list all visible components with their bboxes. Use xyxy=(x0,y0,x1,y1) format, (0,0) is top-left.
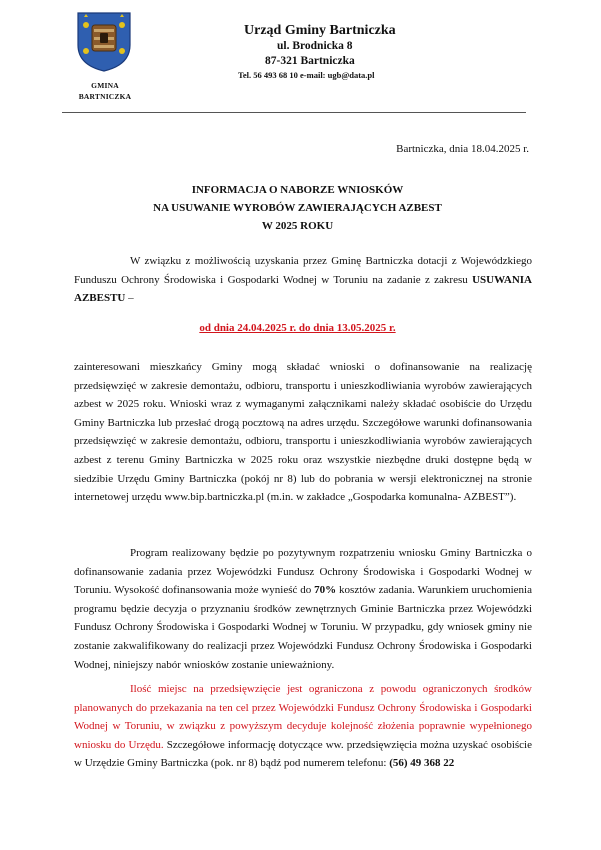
program-text-after: kosztów zadania. Warunkiem uruchomienia programu będzie decyzja o przyznaniu środków zewnętrznych Gminie Bartniczka przez Wojewódzki Fundusz Ochrony Środowiska i Gospodarki Wodnej w Toruniu. W przypadku, gdy wniosek gminy nie zostanie zakwalifikowany do realizacji przez Wojewódzki Fundusz Ochrony Środowiska i Gospodarki Wodnej, niniejszy nabór wniosków zostanie unieważniony. xyxy=(74,584,532,671)
heading-line-3: W 2025 ROKU xyxy=(261,220,334,232)
paragraph-program-conditions xyxy=(74,544,532,674)
phone-number: (56) 49 368 22 xyxy=(389,757,455,770)
intro-paragraph xyxy=(74,252,532,308)
paragraph-application-info: zainteresowani mieszkańcy Gminy mogą składać wnioski o dofinansowanie na realizację przedsięwzięć w zakresie demontażu, odbioru, transportu i unieszkodliwiania wyrobów zawierających azbest w 2025 roku. Wnioski wraz z wymaganymi załącznikami należy składać osobiście do Urzędu Gminy Bartniczka lub przesłać drogą pocztową na adres urzędu. Szczegółowe warunki dofinansowania przedsięwzięć w zakresie demontażu, odbioru, transportu i unieszkodliwiania wyrobów zawierających azbest z terenu Gminy Bartniczka w 2025 roku oraz wszystkie niezbędne druki dostępne będą w siedzibie Urzędu Gminy Bartniczka (pokój nr 8) lub do pobrania w wersji elektronicznej na stronie internetowej urzędu www.bip.bartniczka.pl (m.in. w zakładce „Gospodarka komunalna- AZBEST”). xyxy=(74,361,532,504)
crest-icon xyxy=(76,11,132,73)
funding-percent: 70% xyxy=(314,584,337,597)
heading-line-1: INFORMACJA O NABORZE WNIOSKÓW xyxy=(191,184,404,196)
gmina-caption-line1: GMINA xyxy=(91,81,119,90)
heading-line-2: NA USUWANIE WYROBÓW ZAWIERAJĄCYCH AZBEST xyxy=(153,202,442,214)
deadline-dates: od dnia 24.04.2025 r. do dnia 13.05.2025 r. xyxy=(199,322,396,334)
gmina-caption-line2: BARTNICZKA xyxy=(78,92,132,101)
intro-bold: USUWANIA AZBESTU xyxy=(74,273,532,305)
address-street: ul. Brodnicka 8 xyxy=(277,40,353,52)
address-postal: 87-321 Bartniczka xyxy=(265,55,355,67)
intro-text: W związku z możliwością uzyskania przez Gminę Bartniczka dotacji z Wojewódzkiego Funduszu Ochrony Środowiska i Gospodarki Wodnej w Toruniu na zadanie z zakresu xyxy=(74,255,532,286)
header-divider xyxy=(62,112,526,113)
intro-tail: – xyxy=(125,292,134,305)
contact-line: Tel. 56 493 68 10 e-mail: ugb@data.pl xyxy=(238,70,375,80)
limited-places-notice: Ilość miejsc na przedsięwzięcie jest ograniczona z powodu ograniczonych środków planowanych do przekazania na ten cel przez Wojewódzki Fundusz Ochrony Środowiska i Gospodarki Wodnej w Toruniu, w związku z powyższym decyduje kolejność złożenia poprawnie wypełnionego wniosku do Urzędu. xyxy=(74,683,532,751)
document-date: Bartniczka, dnia 18.04.2025 r. xyxy=(396,143,529,155)
gmina-caption xyxy=(60,80,150,102)
program-text-before: Program realizowany będzie po pozytywnym rozpatrzeniu wniosku Gminy Bartniczka o dofinansowanie zadania przez Wojewódzki Fundusz Ochrony Środowiska i Gospodarki Wodnej w Toruniu. Wysokość dofinansowania może wynieść do xyxy=(74,547,532,597)
office-name: Urząd Gminy Bartniczka xyxy=(244,23,396,38)
contact-info-text: Szczegółowe informację dotyczące ww. przedsięwzięcia można uzyskać osobiście w Urzędzie Gminy Bartniczka (pok. nr 8) bądź pod numerem telefonu: xyxy=(74,738,532,770)
paragraph-limited-places xyxy=(74,680,532,773)
